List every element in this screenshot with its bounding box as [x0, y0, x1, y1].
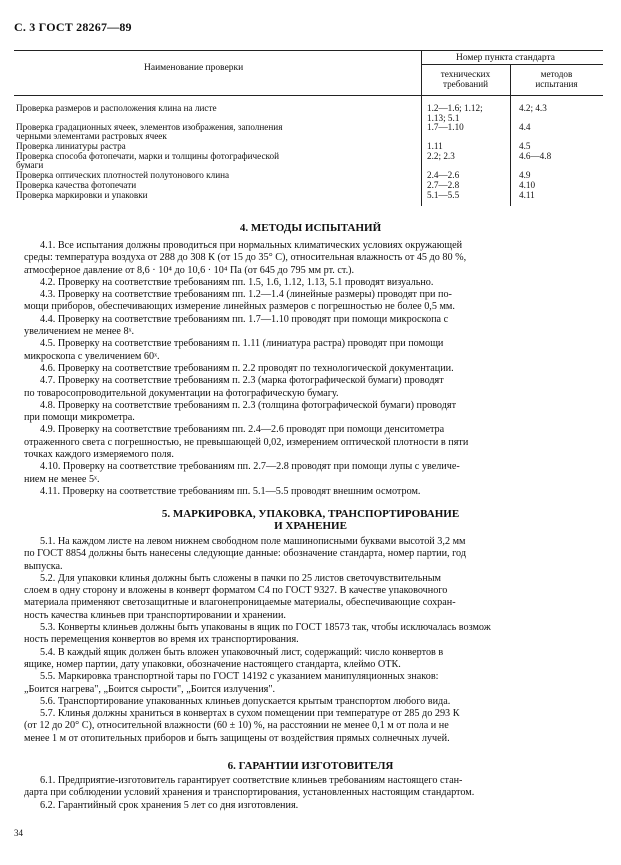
- inspection-table: [14, 50, 603, 206]
- col-tech-header: технических требований: [440, 69, 491, 89]
- section-5-title: 5. МАРКИРОВКА, УПАКОВКА, ТРАНСПОРТИРОВАНИЕ: [161, 508, 460, 520]
- section-5-title-line2: И ХРАНЕНИЕ: [274, 520, 347, 532]
- section-6-title: 6. ГАРАНТИИ ИЗГОТОВИТЕЛЯ: [227, 760, 394, 772]
- section-5-body: 5.1. На каждом листе на левом нижнем свободном поле машинописными буквами высотой 3,2 мм по ГОСТ 8854 должны быть нанесены следующие данные: обозначение стандарта, номер партии, год выпуска. 5.2. Для упаковки клинья должны быть сложены в пачки по 25 листов светочувствительным слоем в одну сторону и вложены в конверт форматом С4 по ГОСТ 9327. В качестве упаковочного материала применяют светозащитные и влагонепроницаемые материалы, обеспечивающие сохран- ность качества клиньев при транспортировании и хранении. 5.3. Конверты клиньев должны быть упакованы в ящик по ГОСТ 18573 так, чтобы исключалась возмож ность перемещения конвертов во время их транспортирования. 5.4. В каждый ящик должен быть вложен упаковочный лист, содержащий: число конвертов в ящике, номер партии, дату упаковки, обозначение настоящего стандарта, клеймо ОТК. 5.5. Маркировка транспортной тары по ГОСТ 14192 с указанием манипуляционных знаков: „Боится нагрева", „Боится сырости", „Боится излучения". 5.6. Транспортирование упакованных клиньев допускается крытым транспортом любого вида. 5.7. Клинья должны храниться в конвертах в сухом помещении при температуре от 285 до 293 К (от 12 до 20° С), относительной влажности (60 ± 10) %, на расстоянии не менее 0,1 м от пола и не менее 1 м от отопительных приборов и быть защищены от воздействия прямых солнечных лучей.: [24, 536, 491, 744]
- col-methods-header: методов испытания: [535, 69, 578, 89]
- section-4-body: 4.1. Все испытания должны проводиться при нормальных климатических условиях окружающей среды: температура воздуха от 288 до 308 К (от 15 до 35° С), относительная влажность от 45 до 80 %, атмосферное давление от 8,6 · 10⁴ до 10,6 · 10⁴ Па (от 645 до 795 мм рт. ст.). 4.2. Проверку на соответствие требованиям пп. 1.5, 1.6, 1.12, 1.13, 5.1 проводят визуально. 4.3. Проверку на соответствие требованиям пп. 1.2—1.4 (линейные размеры) проводят при по- мощи приборов, обеспечивающих измерение линейных размеров с погрешностью не более 0,5 мм. 4.4. Проверку на соответствие требованиям пп. 1.7—1.10 проводят при помощи микроскопа с увеличением не менее 8ˣ. 4.5. Проверку на соответствие требованиям п. 1.11 (линиатура растра) проводят при помощи микроскопа с увеличением 60ˣ. 4.6. Проверку на соответствие требованиям п. 2.2 проводят по технологической документации. 4.7. Проверку на соответствие требованиям п. 2.3 (марка фотографической бумаги) проводят по товаросопроводительной документации на фотографическую бумагу. 4.8. Проверку на соответствие требованиям п. 2.3 (толщина фотографической бумаги) проводят при помощи микрометра. 4.9. Проверку на соответствие требованиям пп. 2.4—2.6 проводят при помощи денситометра отраженного света с погрешностью, не превышающей 0,02, измерением оптической плотности в пяти точках каждого измеряемого поля. 4.10. Проверку на соответствие требованиям пп. 2.7—2.8 проводят при помощи лупы с увеличе- нием не менее 5ˣ. 4.11. Проверку на соответствие требованиям пп. 5.1—5.5 проводят внешним осмотром.: [24, 240, 469, 497]
- section-6-body: 6.1. Предприятие-изготовитель гарантирует соответствие клиньев требованиям настоящего стан- дарта при соблюдении условий хранения и транспортирования, установленных настоящим стандартом. 6.2. Гарантийный срок хранения 5 лет со дня изготовления.: [24, 775, 475, 811]
- table-body: Проверка размеров и расположения клина на листе 1.2—1.6; 1.12; 4.2; 4.3 1.13; 5.1 Проверка градационных ячеек, элементов изображения, заполнения 1.7—1.10 4.4 черными элементами растровых ячеек Проверка линиатуры растра 1.11 4.5 Проверка способа фотопечати, марки и толщины фотографической 2.2; 2.3 4.6—4.8 бумаги Проверка оптических плотностей полутонового клина 2.4—2.6 4.9 Проверка качества фотопечати 2.7—2.8 4.10 Проверка маркировки и упаковки 5.1—5.5 4.11: [14, 96, 603, 206]
- col-number-header: Номер пункта стандарта: [456, 53, 555, 63]
- col-name-header: Наименование проверки: [144, 63, 244, 73]
- page-number: 34: [14, 828, 23, 838]
- page-header: С. 3 ГОСТ 28267—89: [14, 20, 132, 34]
- table-header: [14, 50, 603, 96]
- section-4-title: 4. МЕТОДЫ ИСПЫТАНИЙ: [239, 222, 382, 234]
